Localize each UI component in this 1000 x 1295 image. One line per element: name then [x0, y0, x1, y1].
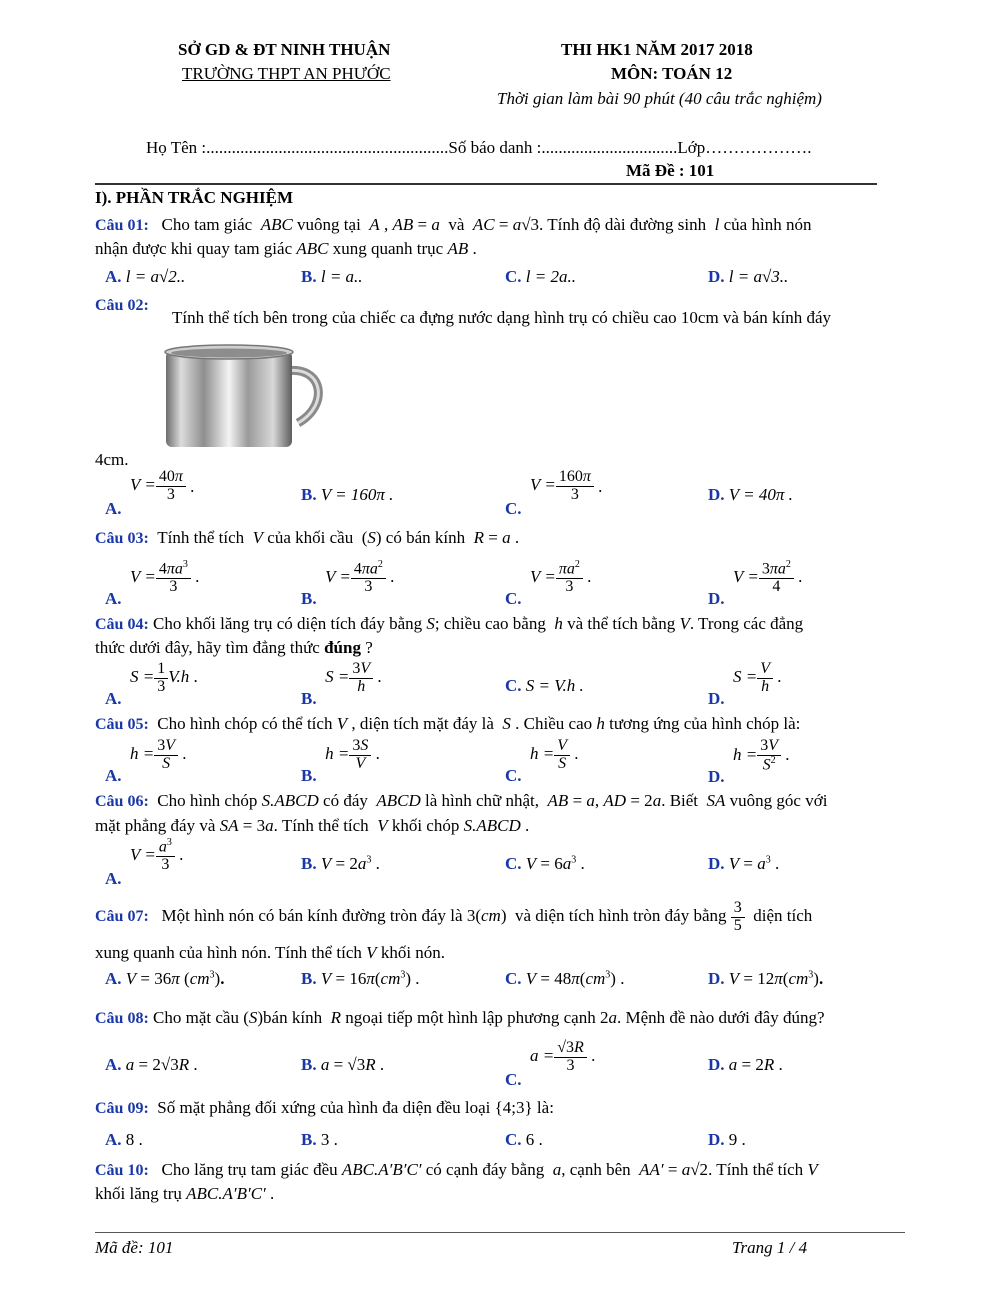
- student-info-line: Họ Tên :.........................................................Số báo danh :................................Lớp……………….: [146, 138, 812, 157]
- q01-option-c[interactable]: C. l = 2a..: [505, 267, 576, 286]
- q07-option-a[interactable]: A. V = 36π $(cm^3)$.: [105, 969, 225, 988]
- question-02-label: Câu 02:: [95, 297, 149, 314]
- q09-option-b[interactable]: B. 3 .: [301, 1130, 338, 1149]
- q06-option-c[interactable]: C. $V = 6a^3$ .: [505, 854, 585, 873]
- question-04: Câu 04: Cho khối lăng trụ có diện tích đáy bằng S; chiều cao bằng h và thể tích bằng V. Trong các đẳng: [95, 614, 804, 633]
- q05-option-c[interactable]: C. h = $\frac{V}{S}$ .: [505, 737, 579, 786]
- q01-option-b[interactable]: B. l = a..: [301, 267, 363, 286]
- q09-option-d[interactable]: D. 9 .: [708, 1130, 746, 1149]
- q06-option-b[interactable]: B. $V = 2a^3$ .: [301, 854, 380, 873]
- q05-option-d[interactable]: D. h = $\frac{3V}{S^2}$ .: [708, 737, 790, 786]
- exam-code: Mã Đề : 101: [626, 161, 715, 180]
- question-02-text-end: 4cm.: [95, 450, 129, 469]
- question-02-text: Tính thể tích bên trong của chiếc ca đựng nước dạng hình trụ có chiều cao 10cm và bán kính đáy: [172, 308, 832, 327]
- question-04-line2: thức dưới đây, hãy tìm đẳng thức đúng ?: [95, 638, 373, 657]
- q09-option-c[interactable]: C. 6 .: [505, 1130, 543, 1149]
- q04-option-b[interactable]: B. S = $\frac{3V}{h}$ .: [301, 660, 382, 709]
- q08-option-a[interactable]: A. a = 2√3R .: [105, 1055, 198, 1074]
- q07-option-d[interactable]: D. $V = 12\pi(cm^3)$.: [708, 969, 824, 988]
- q02-option-b[interactable]: B. V = 160π .: [301, 485, 394, 504]
- q03-option-d[interactable]: D. V = $\frac{3\pi a^2}{4}$ .: [708, 559, 803, 608]
- steel-mug-icon: [158, 343, 330, 451]
- question-10-line2: khối lăng trụ ABC.A′B′C′ .: [95, 1184, 275, 1203]
- q02-option-c[interactable]: C. V = $\frac{160\pi}{3}$ .: [505, 468, 603, 519]
- question-06: Câu 06: Cho hình chóp S.ABCD có đáy ABCD là hình chữ nhật, AB = a, AD = 2a. Biết SA vuông góc với: [95, 791, 828, 810]
- question-03: Câu 03: Tính thể tích V của khối cầu (S) có bán kính R = a .: [95, 528, 520, 547]
- question-01: Câu 01: Cho tam giác ABC vuông tại A , AB = a và AC = a√3. Tính độ dài đường sinh l của hình nón: [95, 215, 812, 234]
- q02-option-d[interactable]: D. V = 40π .: [708, 485, 793, 504]
- q01-option-a[interactable]: A. l = a√2..: [105, 267, 186, 286]
- header-rule: [95, 183, 877, 185]
- q08-option-c[interactable]: C. a = $\frac{√3R}{3}$ .: [505, 1039, 596, 1090]
- question-09: Câu 09: Số mặt phẳng đối xứng của hình đa diện đều loại {4;3} là:: [95, 1098, 554, 1117]
- q09-option-a[interactable]: A. 8 .: [105, 1130, 143, 1149]
- q01-option-d[interactable]: D. l = a√3..: [708, 267, 789, 286]
- school-name: TRƯỜNG THPT AN PHƯỚC: [182, 64, 391, 83]
- q03-option-a[interactable]: A. V = $\frac{4\pi a^3}{3}$ .: [105, 559, 200, 608]
- q07-option-c[interactable]: C. $V = 48\pi(cm^3)$ .: [505, 969, 625, 988]
- exam-title: THI HK1 NĂM 2017 2018: [561, 40, 753, 59]
- footer-exam-code: Mã đề: 101: [95, 1238, 174, 1257]
- q03-option-b[interactable]: B. V = $\frac{4\pi a^2}{3}$ .: [301, 559, 395, 608]
- exam-time: Thời gian làm bài 90 phút (40 câu trắc nghiệm): [497, 89, 822, 108]
- question-01-line2: nhận được khi quay tam giác ABC xung quanh trục AB .: [95, 239, 477, 258]
- question-05: Câu 05: Cho hình chóp có thể tích V , diện tích mặt đáy là S . Chiều cao h tương ứng của hình chóp là:: [95, 714, 801, 733]
- q04-option-a[interactable]: A. S = $\frac{1}{3}$ V.h .: [105, 660, 198, 709]
- footer-rule: [95, 1232, 905, 1233]
- question-07-line2: xung quanh của hình nón. Tính thể tích V khối nón.: [95, 943, 446, 962]
- q02-option-a[interactable]: A. V = $\frac{40\pi}{3}$ .: [105, 468, 195, 519]
- footer-page-number: Trang 1 / 4: [732, 1238, 808, 1257]
- question-08: Câu 08: Cho mặt cầu (S)bán kính R ngoại tiếp một hình lập phương cạnh 2a. Mệnh đề nào dưới đây đúng?: [95, 1008, 825, 1027]
- section-title: I). PHẦN TRẮC NGHIỆM: [95, 188, 294, 207]
- q05-option-b[interactable]: B. h = $\frac{3S}{V}$ .: [301, 737, 380, 786]
- subject: MÔN: TOÁN 12: [611, 64, 733, 83]
- q08-option-d[interactable]: D. a = 2R .: [708, 1055, 783, 1074]
- q04-option-d[interactable]: D. S = $\frac{V}{h}$ .: [708, 660, 782, 709]
- question-label: Câu 01:: [95, 217, 149, 234]
- question-10: Câu 10: Cho lăng trụ tam giác đều ABC.A′B′C′ có cạnh đáy bằng a, cạnh bên AA′ = a√2. Tính thể tích V: [95, 1160, 818, 1179]
- q04-option-c[interactable]: C. S = V.h .: [505, 676, 584, 695]
- dept-name: SỞ GD & ĐT NINH THUẬN: [178, 40, 391, 59]
- q07-option-b[interactable]: B. $V = 16\pi(cm^3)$ .: [301, 969, 420, 988]
- q03-option-c[interactable]: C. V = $\frac{\pi a^2}{3}$ .: [505, 559, 592, 608]
- q06-option-a[interactable]: A. V = $\frac{a^3}{3}$ .: [105, 837, 184, 888]
- q05-option-a[interactable]: A. h = $\frac{3V}{S}$ .: [105, 737, 187, 786]
- q06-option-d[interactable]: D. $V = a^3$ .: [708, 854, 780, 873]
- question-06-line2: mặt phẳng đáy và SA = 3a. Tính thể tích V khối chóp S.ABCD .: [95, 816, 530, 835]
- question-07: Câu 07: Một hình nón có bán kính đường tròn đáy là 3(cm) và diện tích hình tròn đáy bằng $\frac{3}{5}$ diện tích: [95, 899, 813, 934]
- q08-option-b[interactable]: B. a = √3R .: [301, 1055, 385, 1074]
